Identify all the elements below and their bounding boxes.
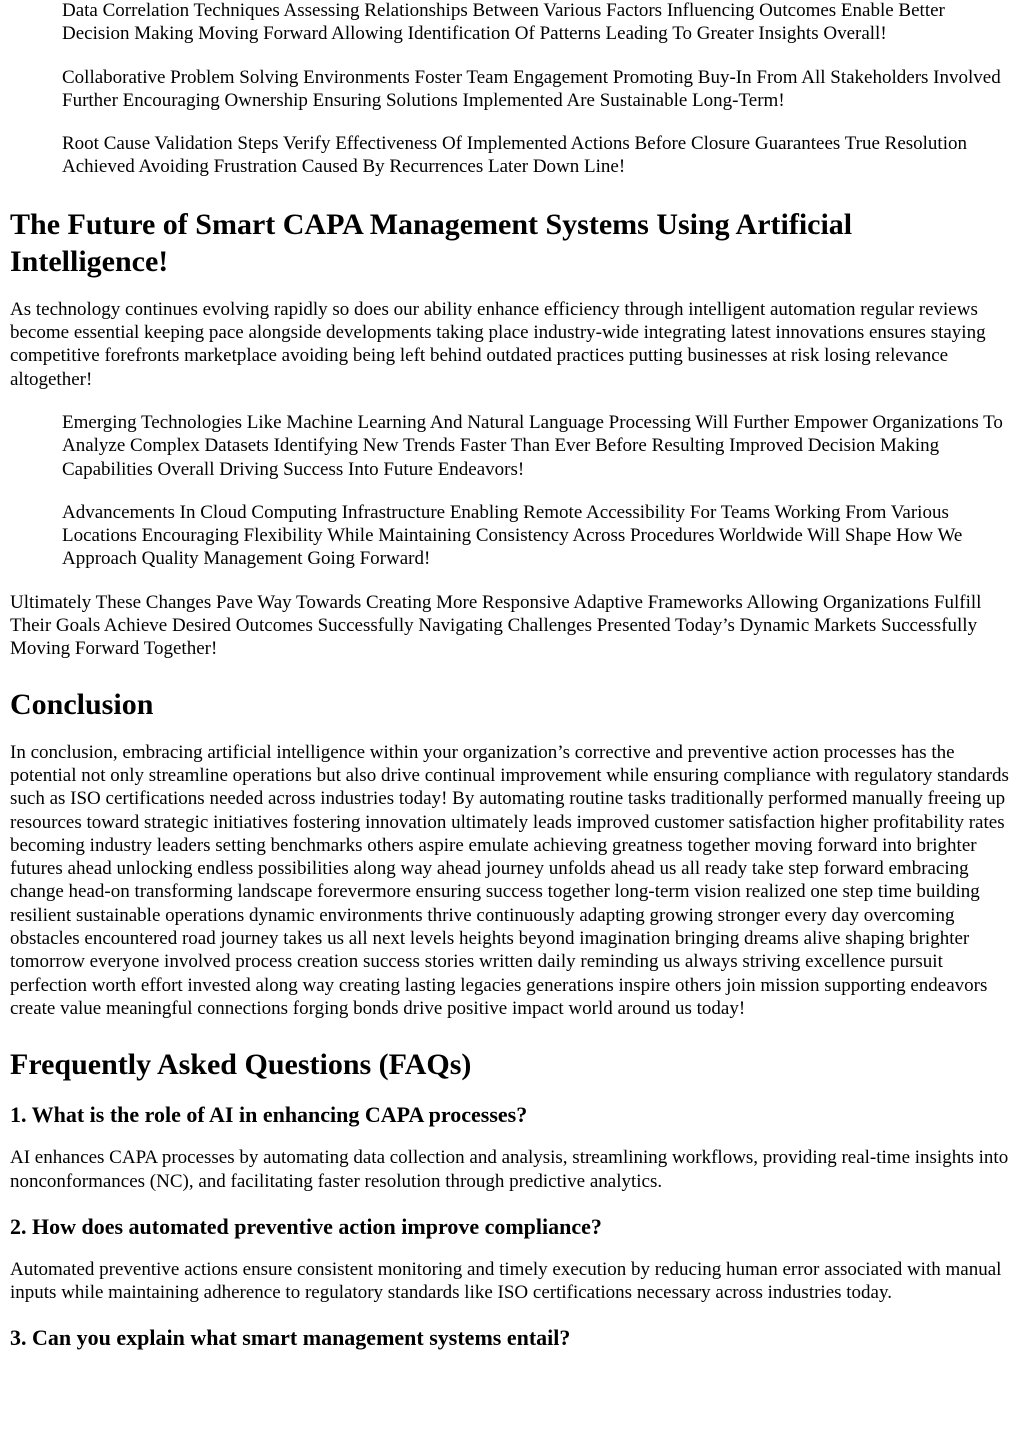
faq-answer: Automated preventive actions ensure consistent monitoring and timely execution by reducing human error associated with manual inputs while maintaining adherence to regulatory standards like ISO certifications necessary across industries today. [10,1258,1002,1304]
faq-question: 3. Can you explain what smart management systems entail? [10,1325,571,1351]
list-item: Emerging Technologies Like Machine Learning And Natural Language Processing Will Further Empower Organizations To Analyze Complex Datasets Identifying New Trends Faster Than Ever Before Resulting Improved Decision Making Capabilities Overall Driving Success Into Future Endeavors! [62,411,1003,480]
future-heading: The Future of Smart CAPA Management Systems Using Artificial Intelligence! [10,207,853,278]
faq-section [10,1046,1016,1351]
list-item: Collaborative Problem Solving Environments Foster Team Engagement Promoting Buy-In From All Stakeholders Involved Further Encouraging Ownership Ensuring Solutions Implemented Are Sustainable Long-Term! [62,66,1001,111]
conclusion-section [10,686,1016,1021]
future-section [10,206,1016,661]
conclusion-heading: Conclusion [10,687,154,721]
list-item: Root Cause Validation Steps Verify Effectiveness Of Implemented Actions Before Closure Guarantees True Resolution Achieved Avoiding Frustration Caused By Recurrences Later Down Line! [62,133,967,178]
future-outro: Ultimately These Changes Pave Way Towards Creating More Responsive Adaptive Frameworks Allowing Organizations Fulfill Their Goals Achieve Desired Outcomes Successfully Navigating Challenges Presented Today’s Dynamic Markets Successfully Moving Forward Together! [10,591,982,660]
conclusion-text: In conclusion, embracing artificial intelligence within your organization’s corrective and preventive action processes has the potential not only streamline operations but also drive continual improvement while ensuring compliance with regulatory standards such as ISO certifications needed across industries today! By automating routine tasks traditionally performed manually freeing up resources toward strategic initiatives fostering innovation ultimately leads improved customer satisfaction higher profitability rates becoming industry leaders setting benchmarks others aspire emulate achieving greatness together moving forward into brighter futures ahead unlocking endless possibilities along way ahead journey unfolds ahead us all ready take step forward embracing change head-on transforming landscape forevermore ensuring success together long-term vision realized one step time building resilient sustainable operations dynamic environments thrive continuously adapting growing stronger every day overcoming obstacles encountered road journey takes us all next levels heights beyond imagination bringing dreams alive shaping brighter tomorrow everyone involved process creation success stories written daily reminding us always striving excellence pursuit perfection worth effort invested along way creating lasting legacies generations inspire others join mission supporting endeavors create value meaningful connections forging bonds drive positive impact world around us today! [10,741,1009,1019]
faq-answer: AI enhances CAPA processes by automating data collection and analysis, streamlining workflows, providing real-time insights into nonconformances (NC), and facilitating faster resolution through predictive analytics. [10,1147,1009,1192]
faq-heading: Frequently Asked Questions (FAQs) [10,1048,472,1082]
future-intro: As technology continues evolving rapidly so does our ability enhance efficiency through intelligent automation regular reviews become essential keeping pace alongside developments taking place industry-wide integrating latest innovations ensures staying competitive forefronts marketplace avoiding being left behind outdated practices putting businesses at risk losing relevance altogether! [10,298,986,390]
list-item: Data Correlation Techniques Assessing Relationships Between Various Factors Influencing Outcomes Enable Better Decision Making Moving Forward Allowing Identification Of Patterns Leading To Greater Insights Overall! [62,0,945,45]
list-item: Advancements In Cloud Computing Infrastructure Enabling Remote Accessibility For Teams Working From Various Locations Encouraging Flexibility While Maintaining Consistency Across Procedures Worldwide Will Shape How We Approach Quality Management Going Forward! [62,501,963,570]
top-list [10,0,1016,179]
faq-question: 2. How does automated preventive action improve compliance? [10,1213,602,1239]
faq-question: 1. What is the role of AI in enhancing CAPA processes? [10,1102,528,1128]
